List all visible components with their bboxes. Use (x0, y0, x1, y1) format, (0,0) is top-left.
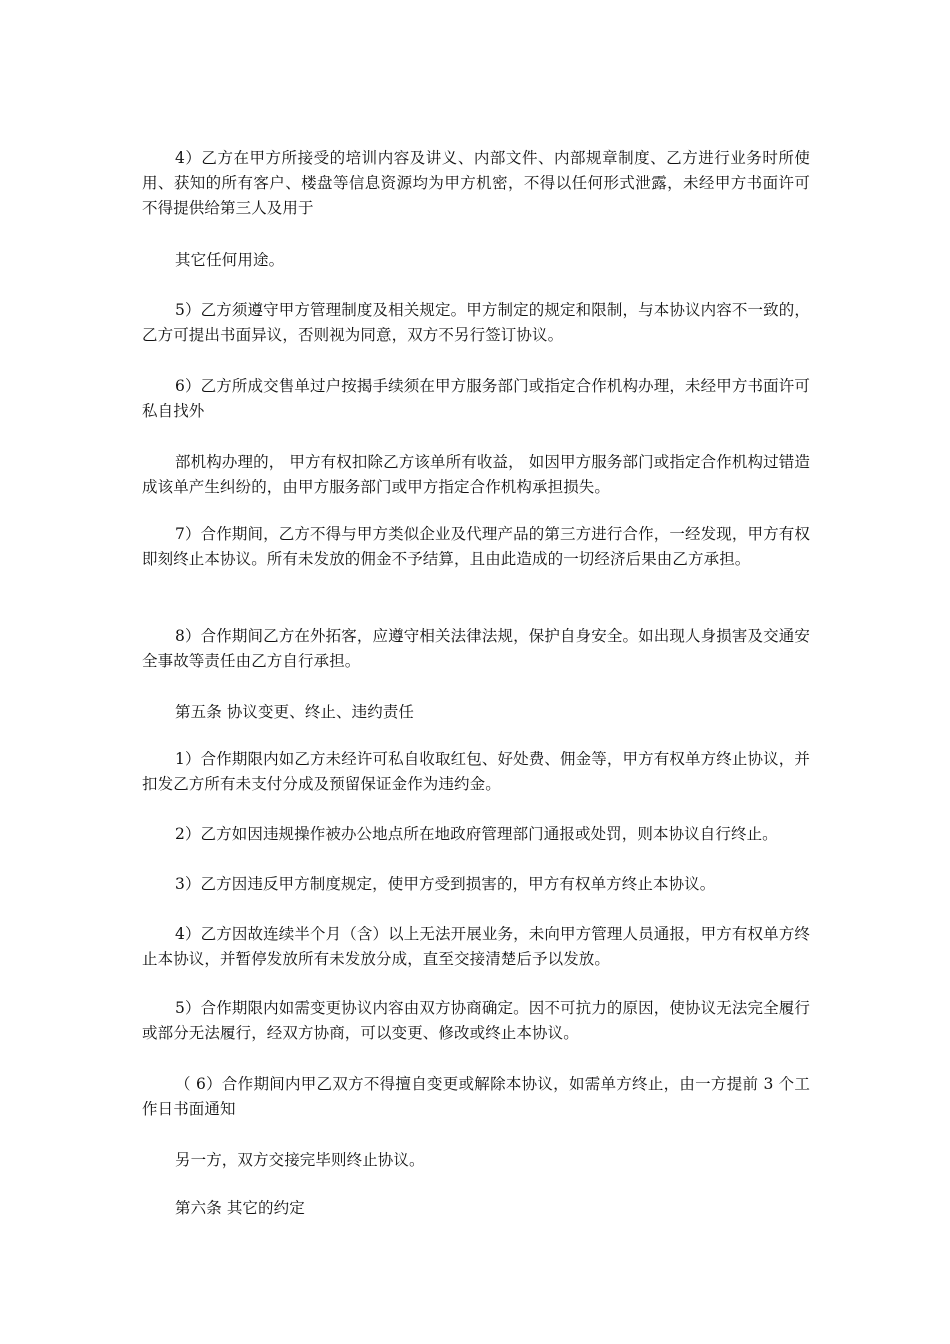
paragraph-4-continuation: 其它任何用途。 (175, 251, 285, 269)
section-5-item-6-continuation: 另一方，双方交接完毕则终止协议。 (175, 1151, 425, 1169)
paragraph-6-continuation: 部机构办理的， 甲方有权扣除乙方该单所有收益， 如因甲方服务部门或指定合作机构过错造成该单产生纠纷的，由甲方服务部门或甲方指定合作机构承担损失。 (142, 453, 810, 496)
section-5-item-5: 5）合作期限内如需变更协议内容由双方协商确定。因不可抗力的原因，使协议无法完全履行或部分无法履行，经双方协商，可以变更、修改或终止本协议。 (142, 999, 810, 1042)
section-5-item-3: 3）乙方因违反甲方制度规定，使甲方受到损害的，甲方有权单方终止本协议。 (175, 875, 716, 893)
section-5-heading: 第五条 协议变更、终止、违约责任 (175, 703, 415, 721)
section-5-item-2: 2）乙方如因违规操作被办公地点所在地政府管理部门通报或处罚，则本协议自行终止。 (175, 825, 778, 843)
paragraph-4-confidentiality: 4）乙方在甲方所接受的培训内容及讲义、内部文件、内部规章制度、乙方进行业务时所使用、获知的所有客户、楼盘等信息资源均为甲方机密，不得以任何形式泄露，未经甲方书面许可不得提供给第三人及用于 (142, 149, 810, 217)
paragraph-5-rules: 5）乙方须遵守甲方管理制度及相关规定。甲方制定的规定和限制，与本协议内容不一致的，乙方可提出书面异议，否则视为同意，双方不另行签订协议。 (142, 301, 810, 344)
paragraph-8-safety: 8）合作期间乙方在外拓客，应遵守相关法律法规，保护自身安全。如出现人身损害及交通安全事故等责任由乙方自行承担。 (142, 627, 810, 670)
paragraph-7-cooperation: 7）合作期间，乙方不得与甲方类似企业及代理产品的第三方进行合作，一经发现，甲方有权即刻终止本协议。所有未发放的佣金不予结算，且由此造成的一切经济后果由乙方承担。 (142, 525, 810, 568)
section-5-item-4: 4）乙方因故连续半个月（含）以上无法开展业务，未向甲方管理人员通报，甲方有权单方终止本协议，并暂停发放所有未发放分成，直至交接清楚后予以发放。 (142, 925, 810, 968)
section-6-heading: 第六条 其它的约定 (175, 1199, 305, 1217)
section-5-item-1: 1）合作期限内如乙方未经许可私自收取红包、好处费、佣金等，甲方有权单方终止协议，并扣发乙方所有未支付分成及预留保证金作为违约金。 (142, 750, 810, 793)
section-5-item-6: （ 6）合作期间内甲乙双方不得擅自变更或解除本协议，如需单方终止，由一方提前 3 个工作日书面通知 (142, 1075, 810, 1118)
paragraph-6-transfer: 6）乙方所成交售单过户按揭手续须在甲方服务部门或指定合作机构办理，未经甲方书面许可私自找外 (142, 377, 810, 420)
